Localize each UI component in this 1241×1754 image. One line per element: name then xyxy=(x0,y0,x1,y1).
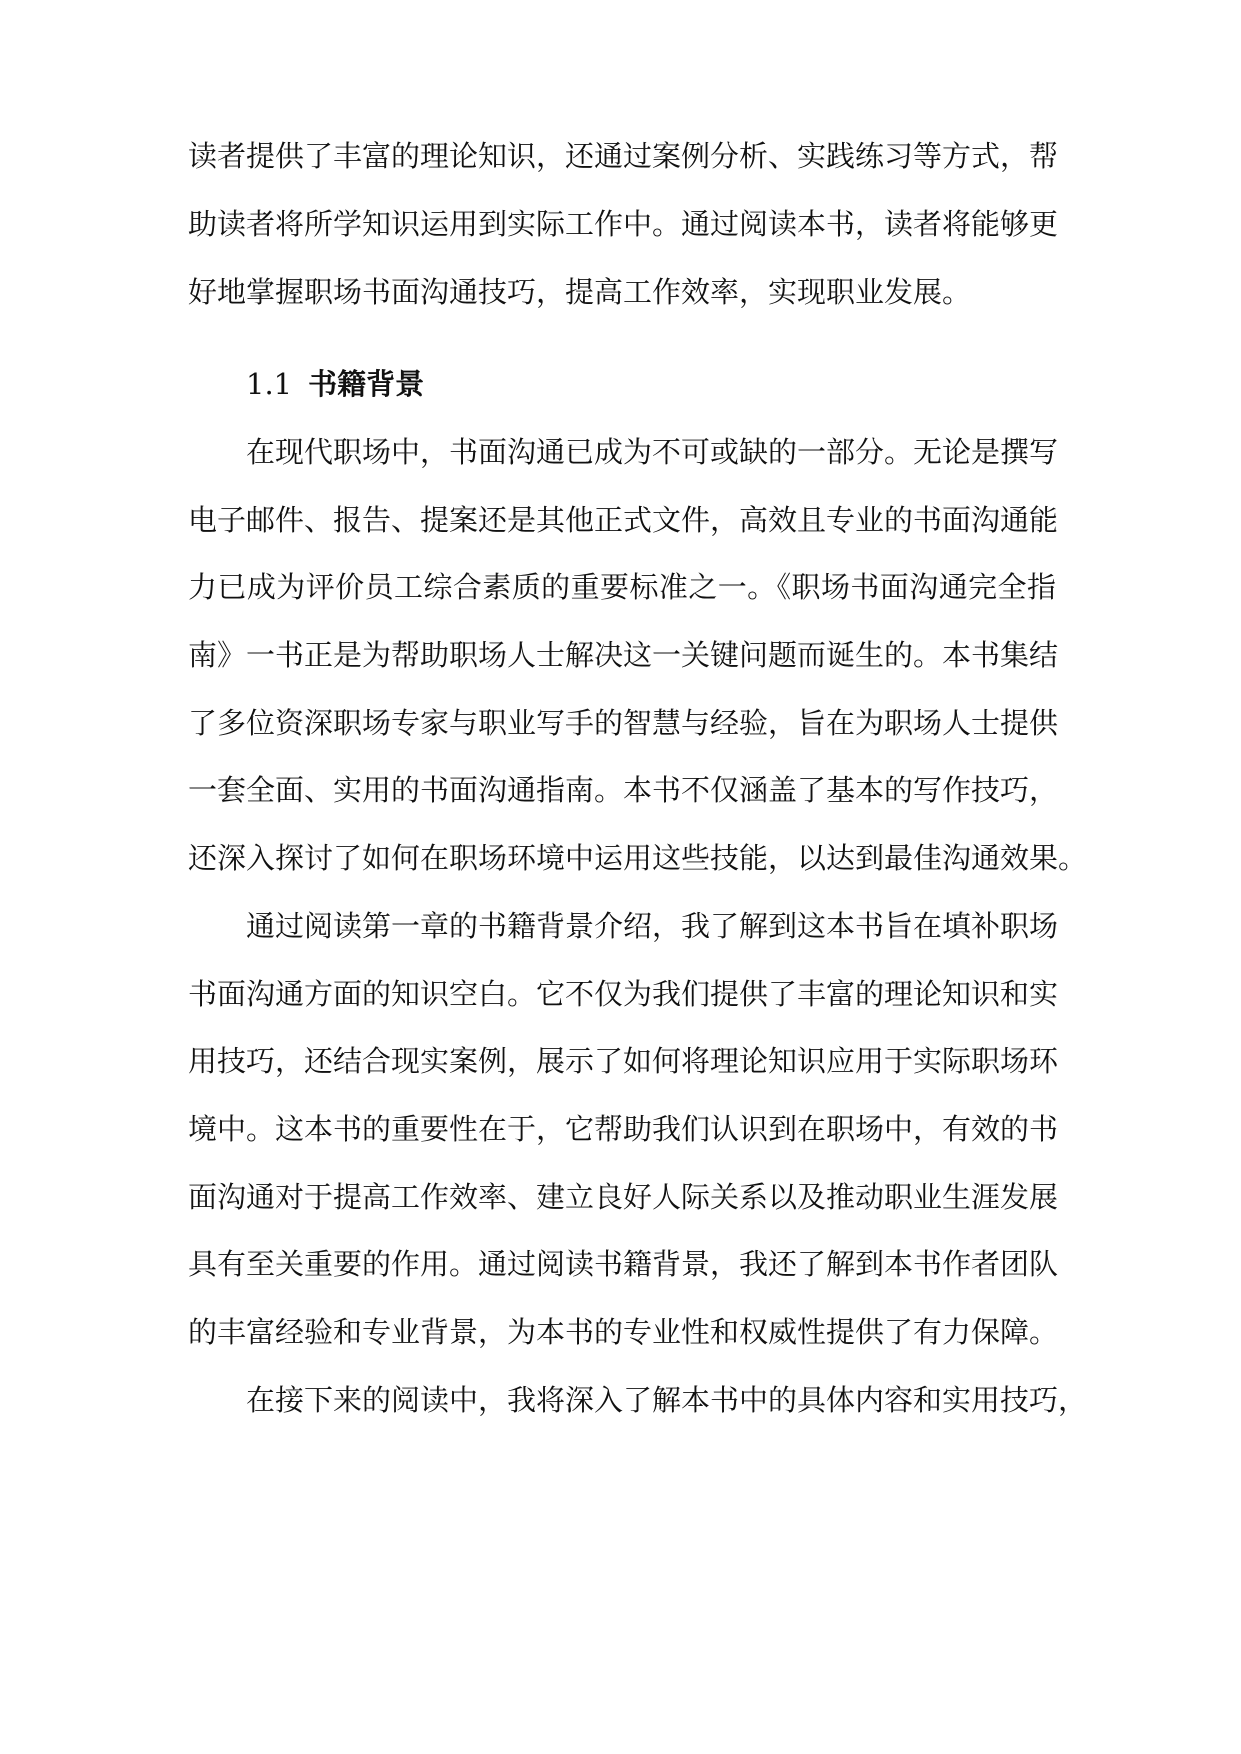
paragraph-2-line-5: 面沟通对于提高工作效率、建立良好人际关系以及推动职业生涯发展 xyxy=(188,1180,1059,1214)
intro-line-2: 助读者将所学知识运用到实际工作中。通过阅读本书，读者将能够更 xyxy=(188,207,1059,241)
intro-line-1: 读者提供了丰富的理论知识，还通过案例分析、实践练习等方式，帮 xyxy=(188,139,1059,173)
section-number: 1.1 xyxy=(246,367,293,401)
paragraph-2-line-3: 用技巧，还结合现实案例，展示了如何将理论知识应用于实际职场环 xyxy=(188,1044,1059,1078)
paragraph-1-line-4: 南》一书正是为帮助职场人士解决这一关键问题而诞生的。本书集结 xyxy=(188,638,1059,672)
paragraph-2-line-7: 的丰富经验和专业背景，为本书的专业性和权威性提供了有力保障。 xyxy=(188,1315,1059,1349)
paragraph-1-line-3: 力已成为评价员工综合素质的重要标准之一。《职场书面沟通完全指 xyxy=(188,570,1056,604)
paragraph-2-line-4: 境中。这本书的重要性在于，它帮助我们认识到在职场中，有效的书 xyxy=(188,1112,1059,1146)
paragraph-1-line-5: 了多位资深职场专家与职业写手的智慧与经验，旨在为职场人士提供 xyxy=(188,706,1059,740)
paragraph-2-line-6: 具有至关重要的作用。通过阅读书籍背景，我还了解到本书作者团队 xyxy=(188,1247,1059,1281)
section-heading xyxy=(246,364,424,404)
section-title: 书籍背景 xyxy=(308,367,425,401)
paragraph-1-line-6: 一套全面、实用的书面沟通指南。本书不仅涵盖了基本的写作技巧， xyxy=(188,773,1059,807)
paragraph-1-line-7: 还深入探讨了如何在职场环境中运用这些技能，以达到最佳沟通效果。 xyxy=(188,841,1088,875)
paragraph-1-line-1: 在现代职场中，书面沟通已成为不可或缺的一部分。无论是撰写 xyxy=(246,435,1059,469)
intro-line-3: 好地掌握职场书面沟通技巧，提高工作效率，实现职业发展。 xyxy=(188,275,972,309)
paragraph-2-line-2: 书面沟通方面的知识空白。它不仅为我们提供了丰富的理论知识和实 xyxy=(188,977,1059,1011)
paragraph-3-line-1: 在接下来的阅读中，我将深入了解本书中的具体内容和实用技巧， xyxy=(246,1383,1088,1417)
paragraph-2-line-1: 通过阅读第一章的书籍背景介绍，我了解到这本书旨在填补职场 xyxy=(246,909,1059,943)
paragraph-1-line-2: 电子邮件、报告、提案还是其他正式文件，高效且专业的书面沟通能 xyxy=(188,503,1059,537)
